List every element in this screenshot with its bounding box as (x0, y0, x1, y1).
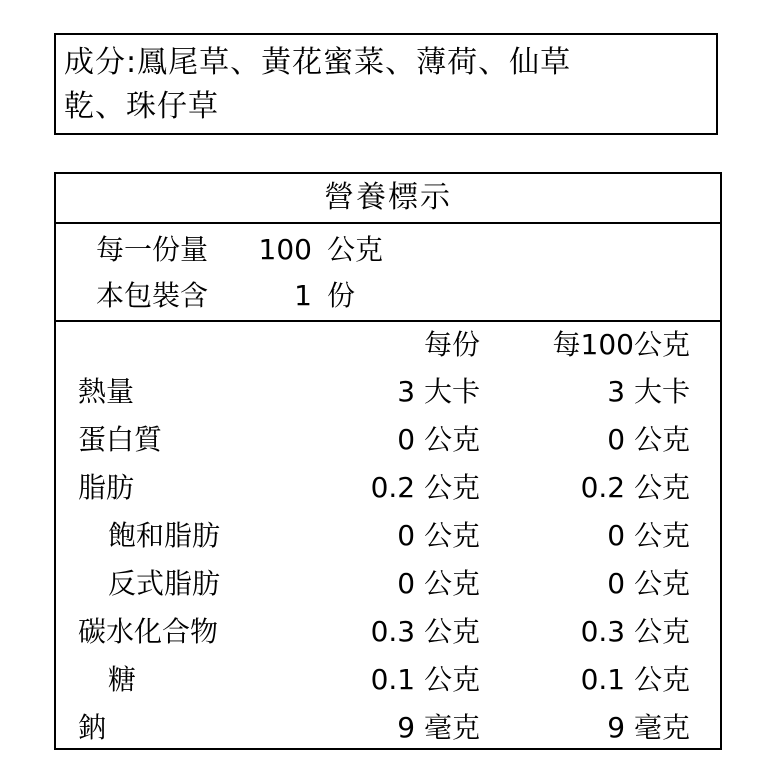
nutrient-per-serving: 0.2 公克 (370, 471, 480, 504)
serving-size-label: 每一份量 (96, 233, 209, 266)
nutrient-row (56, 464, 720, 512)
ingredients-line-2: 乾、珠仔草 (64, 89, 219, 124)
nutrient-row (56, 608, 720, 656)
serving-size-unit: 公克 (327, 233, 384, 266)
nutrient-per-100g: 0.2 公克 (580, 471, 690, 504)
nutrition-title: 營養標示 (56, 174, 720, 224)
servings-per-package-row (56, 273, 720, 319)
serving-info (56, 224, 720, 322)
nutrient-name: 鈉 (78, 711, 107, 744)
nutrient-per-100g: 0.3 公克 (580, 615, 690, 648)
nutrient-per-serving: 0.3 公克 (370, 615, 480, 648)
col-per-100g: 每100公克 (552, 328, 690, 361)
nutrient-per-serving: 0 公克 (397, 423, 480, 456)
ingredients-box (54, 33, 718, 135)
column-header-row (56, 322, 720, 368)
nutrient-row (56, 368, 720, 416)
nutrient-per-100g: 0 公克 (607, 519, 690, 552)
nutrient-row (56, 656, 720, 704)
serving-size-row (56, 227, 720, 273)
servings-value: 1 (294, 279, 312, 312)
nutrient-per-serving: 3 大卡 (397, 375, 480, 408)
nutrient-per-100g: 0 公克 (607, 423, 690, 456)
nutrient-row (56, 560, 720, 608)
nutrient-per-serving: 0 公克 (397, 519, 480, 552)
servings-label: 本包裝含 (96, 279, 209, 312)
ingredients-line-1: 成分:鳳尾草、黃花蜜菜、薄荷、仙草 (64, 45, 572, 80)
nutrient-per-serving: 0.1 公克 (370, 663, 480, 696)
serving-size-value: 100 (258, 233, 312, 266)
nutrient-per-100g: 9 毫克 (607, 711, 690, 744)
nutrient-row (56, 512, 720, 560)
nutrient-name: 反式脂肪 (108, 567, 221, 600)
nutrient-per-100g: 3 大卡 (607, 375, 690, 408)
nutrient-per-100g: 0.1 公克 (580, 663, 690, 696)
nutrient-per-100g: 0 公克 (607, 567, 690, 600)
nutrient-row (56, 416, 720, 464)
nutrient-name: 飽和脂肪 (108, 519, 221, 552)
nutrient-row (56, 704, 720, 752)
nutrient-name: 蛋白質 (78, 423, 163, 456)
nutrient-name: 糖 (108, 663, 137, 696)
nutrient-name: 脂肪 (78, 471, 135, 504)
nutrient-name: 碳水化合物 (78, 615, 219, 648)
nutrition-facts-table (54, 172, 722, 750)
servings-unit: 份 (327, 279, 356, 312)
nutrient-per-serving: 9 毫克 (397, 711, 480, 744)
nutrient-name: 熱量 (78, 375, 135, 408)
nutrient-per-serving: 0 公克 (397, 567, 480, 600)
col-per-serving: 每份 (423, 328, 480, 361)
